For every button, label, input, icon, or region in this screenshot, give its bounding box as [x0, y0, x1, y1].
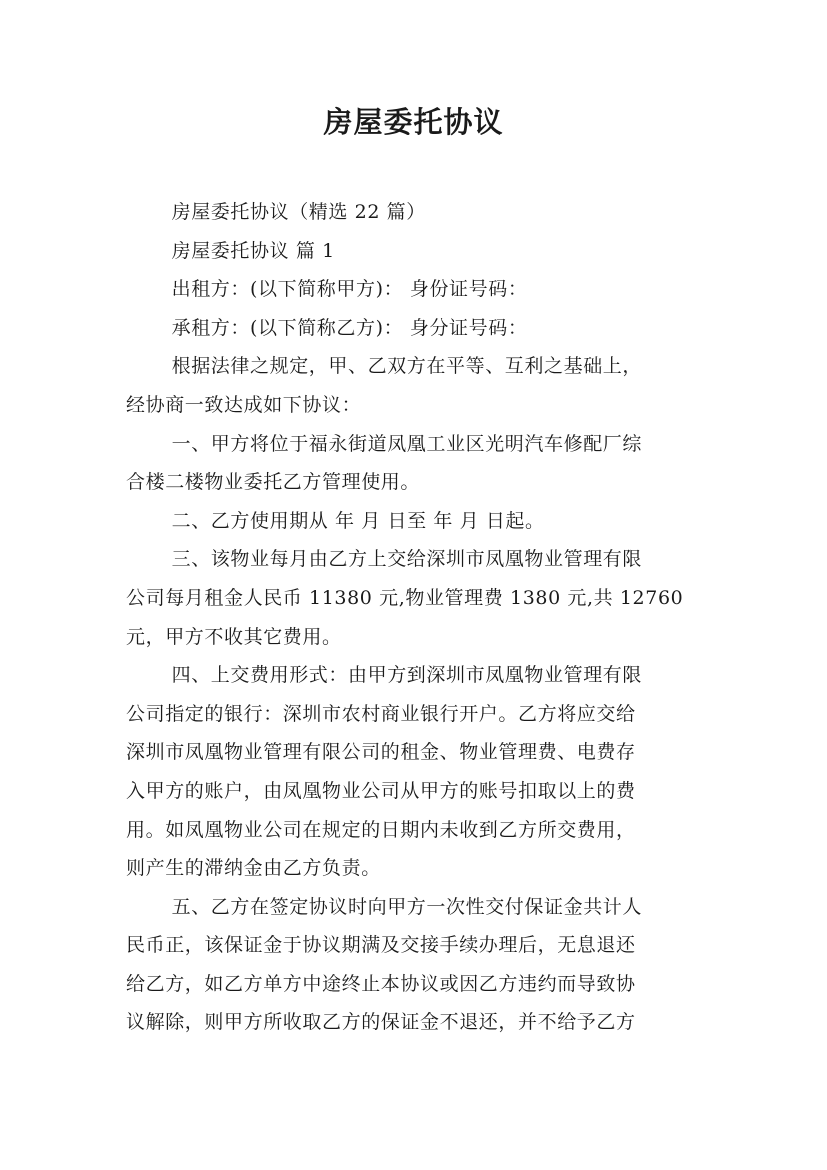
paragraph-line: 议解除，则甲方所收取乙方的保证金不退还，并不给予乙方: [126, 1011, 636, 1034]
paragraph: [126, 193, 714, 232]
paragraph: [126, 888, 714, 1042]
paragraph-line: 公司指定的银行：深圳市农村商业银行开户。乙方将应交给: [126, 702, 636, 725]
paragraph-line: 一、甲方将位于福永街道凤凰工业区光明汽车修配厂综: [171, 432, 642, 455]
paragraph-line: 深圳市凤凰物业管理有限公司的租金、物业管理费、电费存: [126, 741, 636, 764]
paragraph-line: 出租方：(以下简称甲方)： 身份证号码：: [171, 278, 528, 301]
paragraph: [126, 347, 714, 424]
paragraph: [126, 270, 714, 309]
paragraph-line: 房屋委托协议 篇 1: [171, 239, 335, 262]
paragraph-line: 民币正，该保证金于协议期满及交接手续办理后，无息退还: [126, 934, 636, 957]
paragraph-line: 三、该物业每月由乙方上交给深圳市凤凰物业管理有限: [171, 548, 642, 571]
paragraph-line: 用。如凤凰物业公司在规定的日期内未收到乙方所交费用，: [126, 818, 636, 841]
paragraph-line: 房屋委托协议（精选 22 篇）: [171, 201, 426, 223]
paragraph-line: 四、上交费用形式：由甲方到深圳市凤凰物业管理有限: [171, 664, 642, 687]
paragraph-line: 元，甲方不收其它费用。: [126, 625, 342, 648]
paragraph: [126, 656, 714, 888]
paragraph-line: 承租方：(以下简称乙方)： 身分证号码：: [171, 316, 528, 339]
paragraph-line: 二、乙方使用期从 年 月 日至 年 月 日起。: [171, 509, 545, 532]
paragraph-line: 五、乙方在签定协议时向甲方一次性交付保证金共计人: [171, 895, 642, 918]
paragraph: [126, 309, 714, 348]
paragraph: [126, 425, 714, 502]
paragraph-line: 经协商一致达成如下协议：: [126, 393, 362, 416]
paragraph-line: 合楼二楼物业委托乙方管理使用。: [126, 471, 421, 494]
paragraph-line: 则产生的滞纳金由乙方负责。: [126, 857, 381, 880]
paragraph-line: 公司每月租金人民币 11380 元,物业管理费 1380 元,共 12760: [126, 586, 684, 609]
paragraph: [126, 502, 714, 541]
paragraph: [126, 232, 714, 271]
document-body: [126, 193, 714, 1042]
paragraph-line: 给乙方，如乙方单方中途终止本协议或因乙方违约而导致协: [126, 972, 636, 995]
document-title: 房屋委托协议: [323, 105, 504, 139]
paragraph: [126, 540, 714, 656]
paragraph-line: 根据法律之规定，甲、乙双方在平等、互利之基础上，: [171, 355, 642, 378]
paragraph-line: 入甲方的账户，由凤凰物业公司从甲方的账号扣取以上的费: [126, 779, 636, 802]
